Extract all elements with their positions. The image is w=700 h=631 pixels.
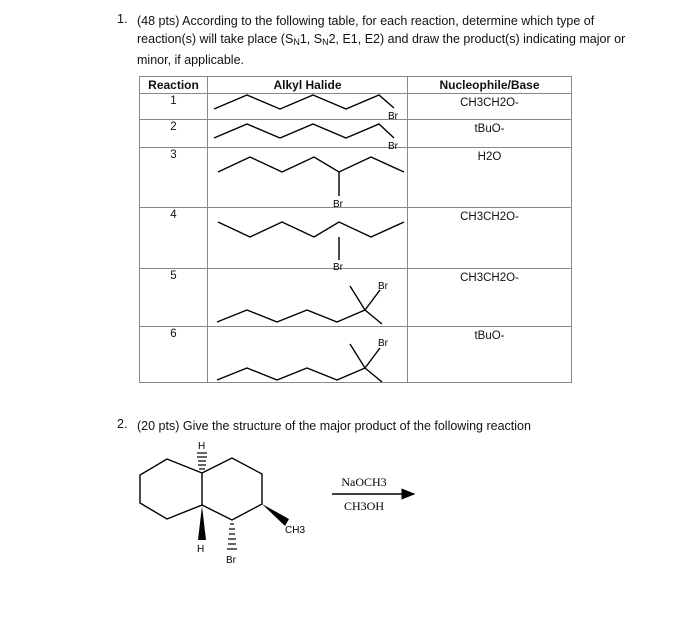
reaction-number: 3	[170, 149, 177, 161]
bold-wedge-h-bottom	[198, 506, 206, 540]
header-alkyl-halide: Alkyl Halide	[208, 77, 408, 94]
question-1-text: (48 pts) According to the following table, for each reaction, determine which type of reaction(s) will take place ($S_N1$, $S_N2$, E1, E2) and draw the product(s) indicating major or minor, if applicable.	[137, 14, 626, 67]
nucleophile: tBuO-	[474, 330, 505, 342]
question-2-text: (20 pts) Give the structure of the major product of the following reaction	[137, 419, 531, 433]
nucleophile: CH3CH2O-	[460, 97, 519, 109]
reaction-number: 5	[170, 270, 177, 282]
halogen-label: Br	[378, 338, 388, 349]
reaction-number: 2	[170, 121, 177, 133]
br-label: Br	[226, 555, 236, 566]
nucleophile: H2O	[477, 151, 502, 163]
reaction-number: 6	[170, 328, 177, 340]
halogen-label: Br	[388, 111, 398, 122]
decalin-ring-system	[140, 458, 262, 520]
question-2-number: 2.	[117, 417, 128, 431]
reagent-top: NaOCH3	[341, 475, 387, 489]
ch3-label: CH3	[285, 525, 306, 536]
reaction-number: 1	[170, 95, 177, 107]
h-bottom-label: H	[197, 544, 205, 555]
question-1-number: 1.	[117, 12, 128, 26]
halogen-label: Br	[378, 281, 388, 292]
hashed-wedge-h-top	[197, 453, 207, 469]
reaction-number: 4	[170, 209, 177, 221]
hashed-wedge-br	[227, 524, 237, 549]
header-reaction: Reaction	[140, 77, 208, 94]
reagent-bottom: CH3OH	[343, 499, 385, 513]
nucleophile: CH3CH2O-	[460, 211, 519, 223]
halogen-label: Br	[333, 199, 343, 210]
halogen-label: Br	[388, 141, 398, 152]
bold-wedge-ch3	[262, 504, 289, 526]
halogen-label: Br	[333, 262, 343, 273]
header-nucleophile-base: Nucleophile/Base	[408, 77, 572, 94]
nucleophile: tBuO-	[474, 123, 505, 135]
nucleophile: CH3CH2O-	[460, 272, 519, 284]
h-top-label: H	[198, 441, 206, 452]
